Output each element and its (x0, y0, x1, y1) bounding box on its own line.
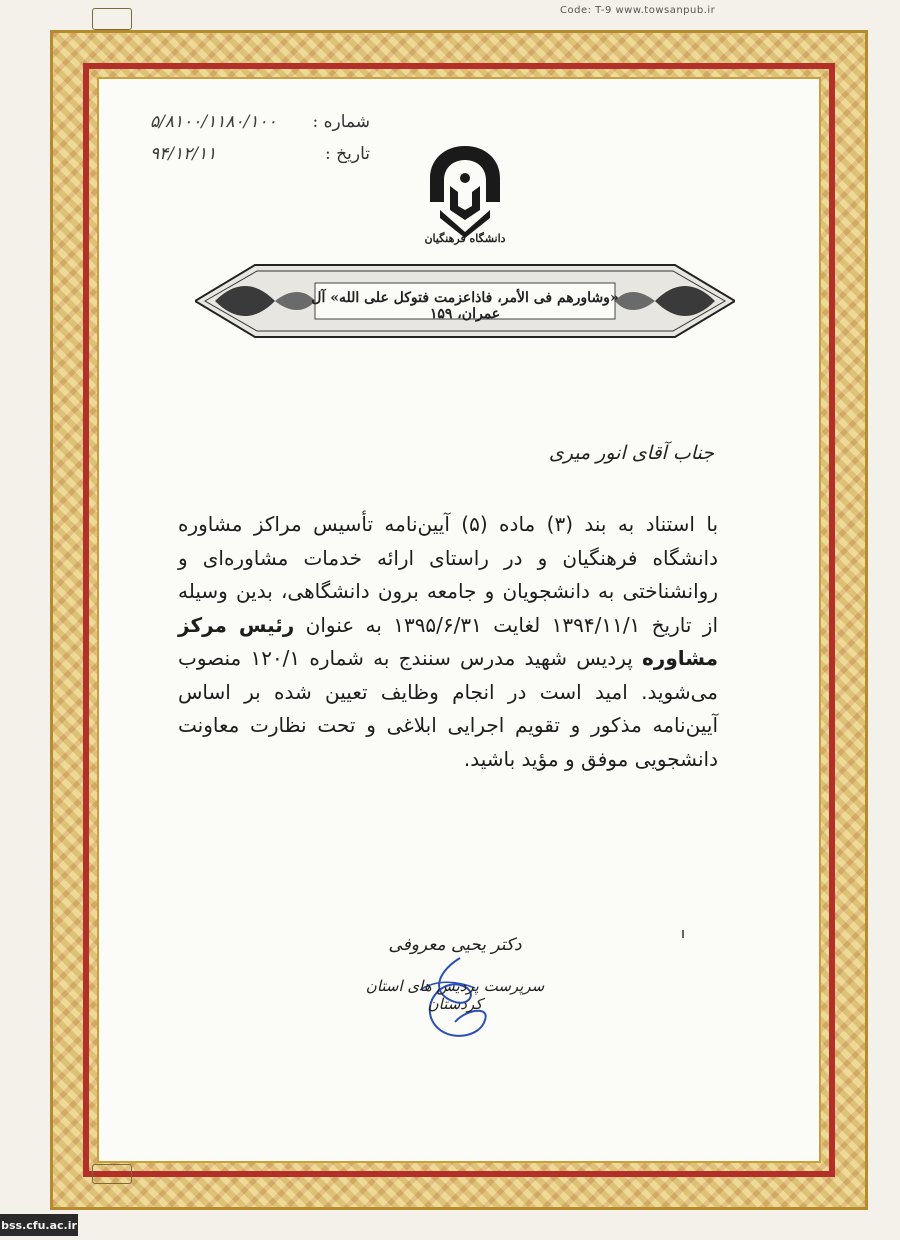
letter-body (178, 508, 718, 776)
site-logo: bss.cfu.ac.ir (0, 1214, 78, 1236)
body-text-part1: با استناد به بند (۳) ماده (۵) آیین‌نامه تأسیس مراکز مشاوره دانشگاه فرهنگیان و در راستای ارائه خدمات مشاوره‌ای و روانشناختی به دانشجویان و جامعه برون دانشگاهی، بدین وسیله از تاریخ ۱۳۹۴/۱۱/۱ لغایت ۱۳۹۵/۶/۳۱ به عنوان (178, 512, 719, 637)
number-row (150, 112, 370, 132)
print-code: Code: T-9 www.towsanpub.ir (560, 5, 716, 16)
date-value: ۹۴/۱۲/۱۱ (150, 144, 217, 164)
signatory-name: دکتر یحیی معروفی (388, 935, 522, 955)
signature-block (360, 935, 550, 1013)
number-label: شماره : (312, 112, 370, 132)
body-text-part2: پردیس شهید مدرس سنندج به شماره ۱۲۰/۱ منصوب می‌شوید. امید است در انجام وظایف تعیین شده بر اساس آیین‌نامه مذکور و تقویم اجرایی ابلاغی و تحت نظارت معاونت دانشجویی موفق و مؤید باشید. (178, 646, 718, 771)
quran-verse: «وشاورهم فی الأمر، فاذاعزمت فتوكل علی الله» آل عمران، ۱۵۹ (311, 290, 619, 322)
signatory-title: سرپرست پردیس های استان کردستان (365, 977, 545, 1013)
recipient-line: جناب آقای انور میری (548, 442, 714, 464)
letter-meta (150, 112, 370, 176)
margin-tick (682, 930, 684, 938)
date-row (150, 144, 370, 164)
university-name: دانشگاه فرهنگیان (424, 232, 506, 245)
body-text-bold: رئیس مرکز مشاوره (178, 612, 718, 670)
number-value: ۵/۸۱۰۰/۱۱۸۰/۱۰۰ (150, 112, 277, 132)
printer-mark-bottom (92, 1164, 132, 1184)
printer-mark-top (92, 8, 132, 30)
date-label: تاریخ : (325, 144, 370, 164)
